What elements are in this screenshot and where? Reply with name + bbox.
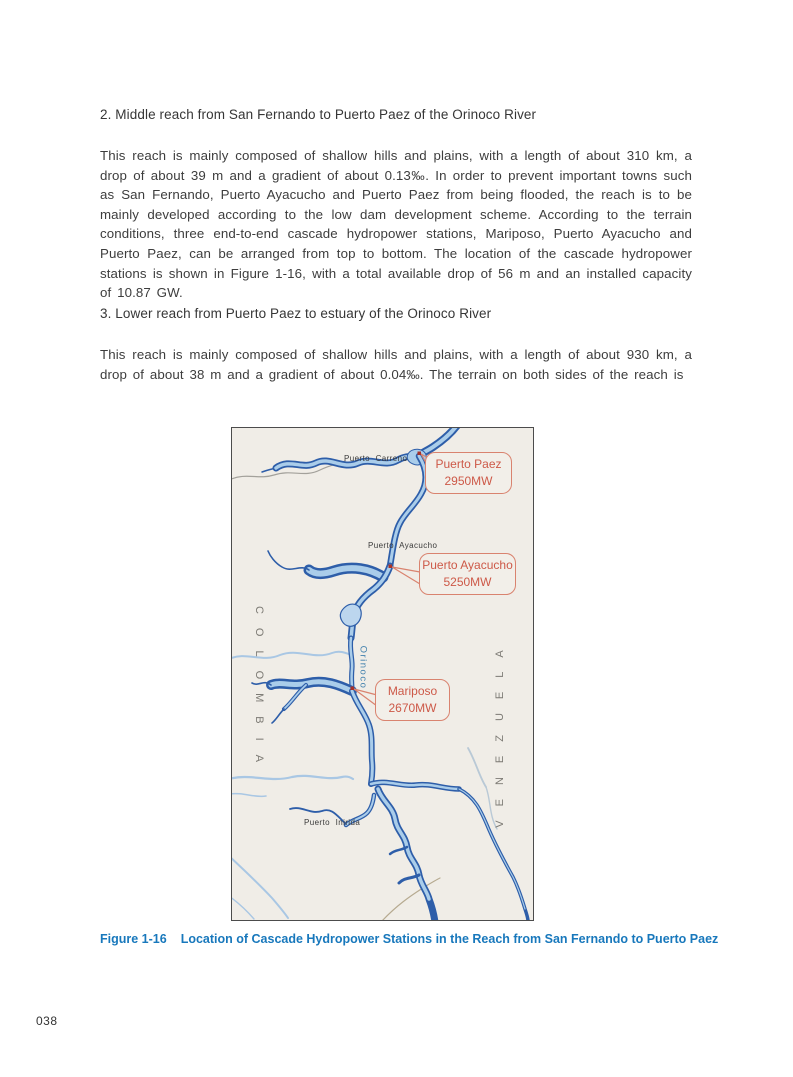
station-callout-mariposo [375,679,450,721]
country-label-colombia: COLOMBIA [253,605,265,777]
station-callout-puerto-ayacucho [419,553,516,595]
tomo-wiggle [268,551,309,570]
south-braided-outline [378,789,435,920]
section-heading-middle-reach: 2. Middle reach from San Fernando to Puerto Paez of the Orinoco River [100,107,537,122]
vichada-river [232,652,351,659]
river-label-orinoco: Orinoco [357,645,369,690]
guaviare-river [232,776,353,779]
figure-caption-text: Location of Cascade Hydropower Stations in the Reach from San Fernando to Puerto Paez [180,932,719,946]
bottom-left-river-2 [232,896,254,919]
paragraph-middle-reach: This reach is mainly composed of shallow hills and plains, with a length of about 310 km, a drop of about 39 m and a gradient of about 0.13‰. In order to prevent important towns such as San Fernando, Puerto Ayacucho and Puerto Paez from being flooded, the reach is to be mainly developed according to the low dam development scheme. According to the terrain conditions, three end-to-end cascade hydropower stations, Mariposo, Puerto Ayacucho and Puerto Paez, can be arranged from top to bottom. The location of the cascade hydropower stations is shown in Figure 1-16, with a total available drop of 56 m and an installed capacity of 10.87 GW. [100,148,692,301]
town-label-puerto-carreno: Puerto Carreno [344,454,408,463]
station-capacity: 5250MW [443,575,492,589]
station-capacity: 2950MW [444,474,493,488]
southeast-river-core [459,789,525,909]
station-name: Puerto Ayacucho [422,558,513,572]
station-marker-puerto-ayacucho [389,565,393,569]
station-name: Mariposo [387,684,438,698]
country-label-venezuela: VENEZUELA [494,636,506,828]
south-braided-hook-1 [399,875,419,883]
paragraph-lower-reach: This reach is mainly composed of shallow hills and plains, with a length of about 930 km, a drop of about 38 m and a gradient of about 0.04‰. The terrain on both sides of the reach is [100,347,692,382]
orinoco-south-outline [352,691,372,784]
station-marker-puerto-paez [418,452,422,456]
figure-caption-label: Figure 1-16 [100,932,167,946]
section-heading-lower-reach: 3. Lower reach from Puerto Paez to estuary of the Orinoco River [100,306,492,321]
guaviare-river-branch [232,794,266,797]
town-label-puerto-ayacucho: Puerto Ayacucho [368,541,438,550]
map-rivers-svg [232,428,533,920]
lake-blob [340,604,361,626]
town-label-puerto-inirida: Puerto Inirida [304,818,361,827]
mariposo-wiggle-2 [272,709,284,723]
figure-caption [100,932,719,946]
page-number: 038 [36,1014,58,1028]
station-name: Puerto Paez [435,457,502,471]
station-callout-puerto-paez [425,452,512,494]
station-capacity: 2670MW [388,701,437,715]
orinoco-upper-core [419,428,458,455]
figure-map [231,427,534,921]
station-marker-mariposo [351,687,355,691]
ne-pale-river [468,748,486,787]
bottom-left-river [232,856,288,918]
